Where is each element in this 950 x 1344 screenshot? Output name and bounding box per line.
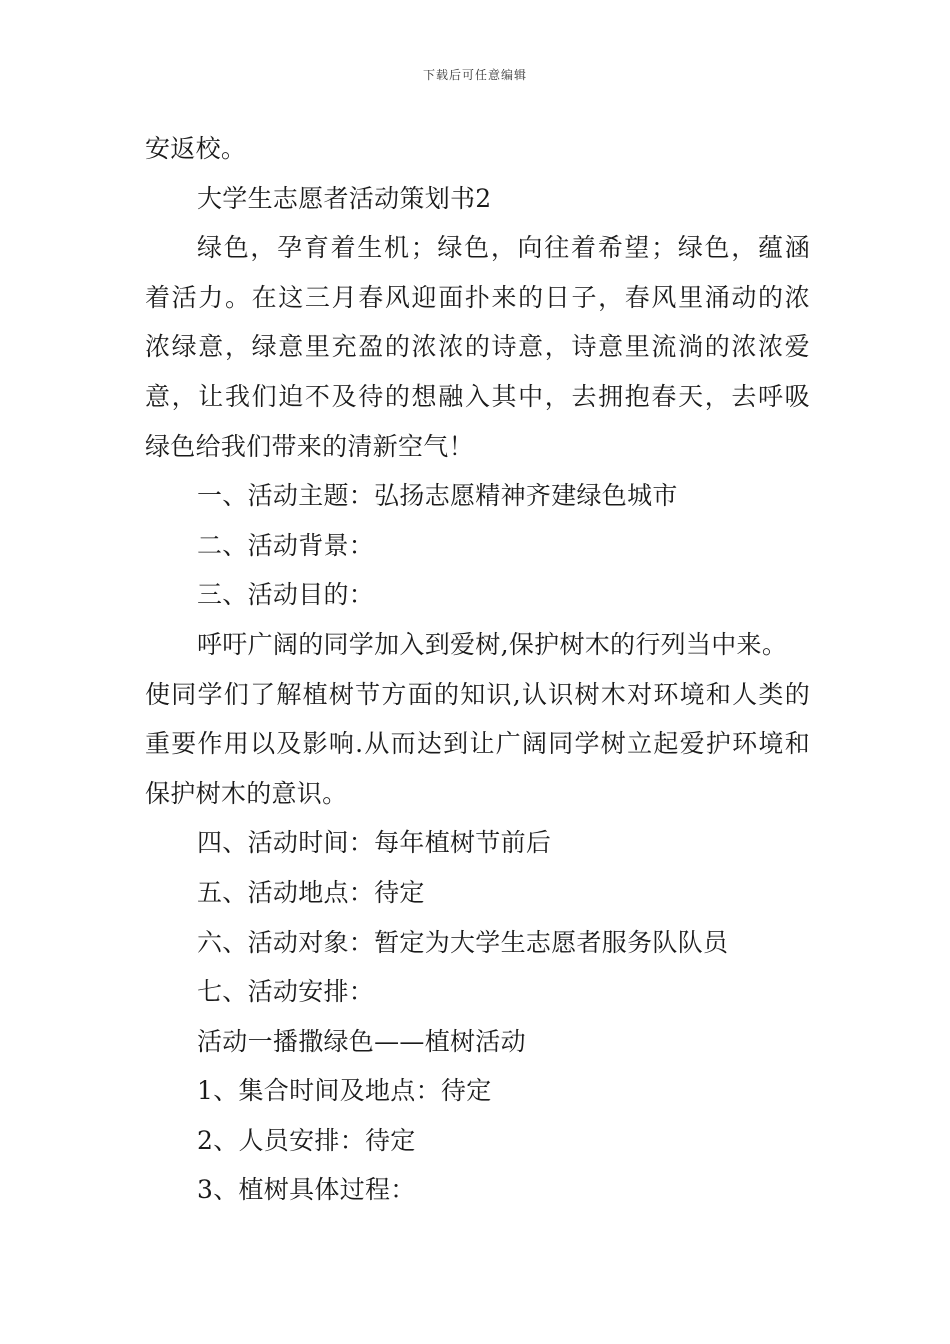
text-line: 安返校。 bbox=[145, 134, 247, 163]
list-item: 七、活动安排： bbox=[197, 977, 375, 1007]
subsection-title: 活动一播撒绿色——植树活动 bbox=[197, 1026, 526, 1056]
list-item: 二、活动背景： bbox=[197, 530, 375, 560]
list-item: 三、活动目的： bbox=[197, 580, 375, 610]
paragraph-line: 重要作用以及影响.从而达到让广阔同学树立起爱护环境和 bbox=[145, 729, 810, 759]
page-header-note: 下载后可任意编辑 bbox=[422, 68, 527, 82]
paragraph-line: 保护树木的意识。 bbox=[145, 778, 348, 808]
list-item: 一、活动主题：弘扬志愿精神齐建绿色城市 bbox=[197, 481, 678, 511]
section-title: 大学生志愿者活动策划书2 bbox=[197, 183, 492, 213]
list-item: 2、人员安排：待定 bbox=[197, 1125, 416, 1155]
list-item: 六、活动对象：暂定为大学生志愿者服务队队员 bbox=[197, 927, 729, 957]
list-item: 1、集合时间及地点：待定 bbox=[197, 1076, 492, 1106]
document-body bbox=[145, 124, 810, 1215]
paragraph-line: 浓绿意，绿意里充盈的浓浓的诗意，诗意里流淌的浓浓爱 bbox=[145, 332, 810, 362]
list-item: 四、活动时间：每年植树节前后 bbox=[197, 828, 552, 858]
paragraph-line: 意，让我们迫不及待的想融入其中，去拥抱春天，去呼吸 bbox=[145, 381, 810, 411]
paragraph-line: 着活力。在这三月春风迎面扑来的日子，春风里涌动的浓 bbox=[145, 282, 810, 312]
paragraph-line: 使同学们了解植树节方面的知识,认识树木对环境和人类的 bbox=[145, 679, 810, 709]
list-item: 3、植树具体过程： bbox=[197, 1175, 416, 1205]
list-item: 五、活动地点：待定 bbox=[197, 877, 425, 907]
paragraph-line: 绿色给我们带来的清新空气！ bbox=[145, 431, 474, 461]
paragraph-line: 绿色，孕育着生机；绿色，向往着希望；绿色，蕴涵 bbox=[197, 233, 810, 263]
paragraph-line: 呼吁广阔的同学加入到爱树,保护树木的行列当中来。 bbox=[197, 629, 788, 659]
